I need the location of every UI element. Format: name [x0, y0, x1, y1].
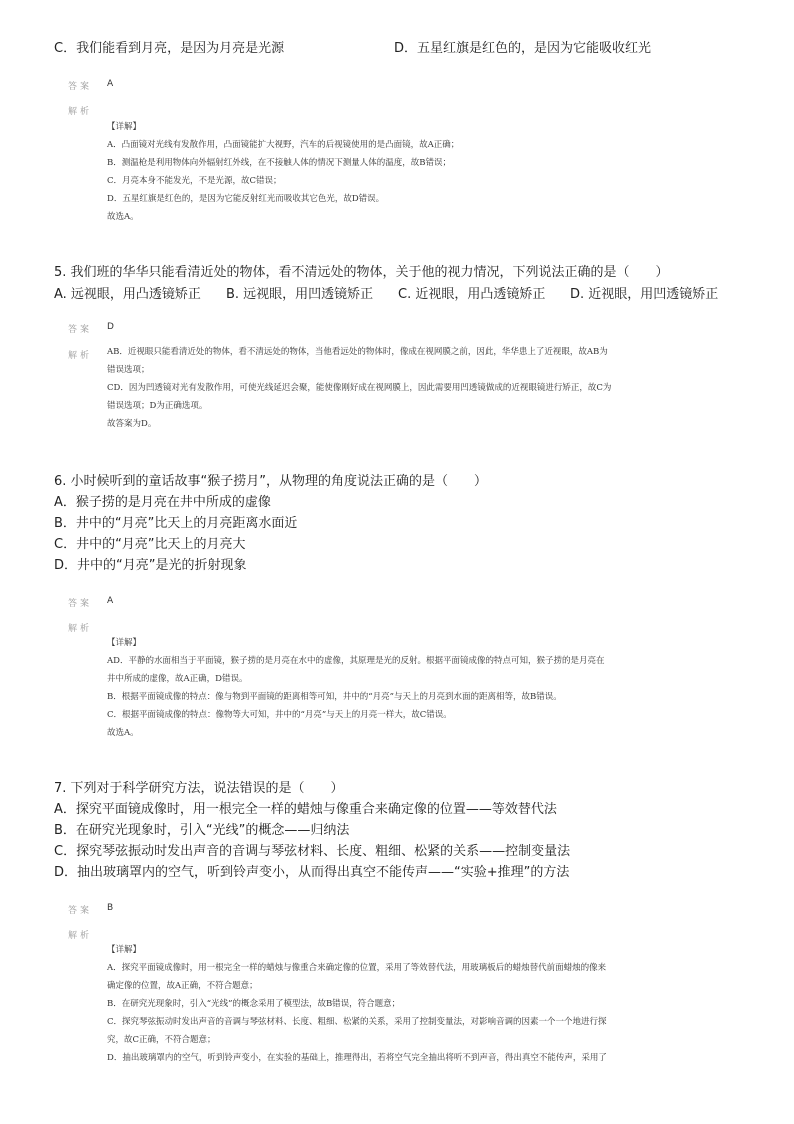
q5-answer: D [107, 322, 114, 332]
q7-answer-label: 答案 [68, 906, 93, 916]
q7-option-a: A．探究平面镜成像时，用一根完全一样的蜡烛与像重合来确定像的位置——等效替代法 [54, 802, 557, 817]
q6-option-b: B．井中的“月亮”比天上的月亮距离水面近 [54, 516, 298, 531]
q6-analysis-line: B．根据平面镜成像的特点：像与物到平面镜的距离相等可知，井中的“月亮”与天上的月亮到水面的距离相等，故B错误。 [107, 692, 562, 702]
q5-option-a: A. 远视眼，用凸透镜矫正 [54, 287, 201, 302]
q6-option-c: C．井中的“月亮”比天上的月亮大 [54, 537, 246, 552]
q7-option-c: C．探究琴弦振动时发出声音的音调与琴弦材料、长度、粗细、松紧的关系——控制变量法 [54, 844, 571, 859]
q5-option-d: D. 近视眼，用凹透镜矫正 [570, 287, 719, 302]
q6-analysis-line: 故选A。 [107, 728, 139, 738]
q7-analysis-line: 确定像的位置，故A正确，不符合题意； [107, 981, 258, 991]
q4-answer-label: 答案 [68, 82, 93, 92]
q5-stem: 5. 我们班的华华只能看清近处的物体，看不清远处的物体，关于他的视力情况，下列说法正确的是（ ） [54, 265, 669, 280]
q5-analysis-line: CD．因为凹透镜对光有发散作用，可使光线延迟会聚，能使像刚好成在视网膜上，因此需要用凹透镜做成的近视眼镜进行矫正，故C为 [107, 383, 612, 393]
q7-analysis-line: 【详解】 [107, 945, 142, 955]
q4-option-c: C．我们能看到月亮，是因为月亮是光源 [54, 41, 285, 56]
q6-analysis-line: 井中所成的虚像，故A正确，D错误。 [107, 674, 248, 684]
q6-option-a: A．猴子捞的是月亮在井中所成的虚像 [54, 495, 271, 510]
q7-analysis-line: B．在研究光现象时，引入“光线”的概念采用了模型法，故B错误，符合题意； [107, 999, 401, 1009]
q4-analysis-line: C．月亮本身不能发光，不是光源，故C错误； [107, 176, 282, 186]
q4-analysis-line: 【详解】 [107, 122, 142, 132]
q4-analysis-line: B．测温枪是利用物体向外辐射红外线，在不接触人体的情况下测量人体的温度，故B错误； [107, 158, 451, 168]
q7-analysis-label: 解析 [68, 931, 93, 941]
q5-analysis-line: 错误选项；D为正确选项。 [107, 401, 208, 411]
q7-analysis-line: 究，故C正确，不符合题意； [107, 1035, 216, 1045]
q4-option-d: D．五星红旗是红色的，是因为它能吸收红光 [394, 41, 652, 56]
q6-analysis [107, 634, 727, 742]
q7-option-d: D．抽出玻璃罩内的空气，听到铃声变小，从而得出真空不能传声——“实验+推理”的方法 [54, 865, 570, 880]
q5-analysis-line: 故答案为D。 [107, 419, 157, 429]
q6-analysis-line: C．根据平面镜成像的特点：像物等大可知，井中的“月亮”与天上的月亮一样大，故C错误。 [107, 710, 452, 720]
q4-analysis-line: D．五星红旗是红色的，是因为它能反射红光而吸收其它色光，故D错误。 [107, 194, 385, 204]
q7-option-b: B．在研究光现象时，引入“光线”的概念——归纳法 [54, 823, 350, 838]
q7-analysis-line: D．抽出玻璃罩内的空气，听到铃声变小，在实验的基础上，推理得出，若将空气完全抽出将听不到声音，得出真空不能传声，采用了 [107, 1053, 607, 1063]
q7-analysis-line: C．探究琴弦振动时发出声音的音调与琴弦材料、长度、粗细、松紧的关系，采用了控制变量法，对影响音调的因素一个一个地进行探 [107, 1017, 607, 1027]
q4-analysis [107, 118, 727, 226]
q6-analysis-line: AD．平静的水面相当于平面镜，猴子捞的是月亮在水中的虚像，其原理是光的反射。根据平面镜成像的特点可知，猴子捞的是月亮在 [107, 656, 605, 666]
q4-analysis-line: 故选A。 [107, 212, 139, 222]
q6-analysis-line: 【详解】 [107, 638, 142, 648]
q6-option-d: D．井中的“月亮”是光的折射现象 [54, 558, 247, 573]
q5-option-b: B. 远视眼，用凹透镜矫正 [226, 287, 374, 302]
q6-answer: A [107, 596, 114, 606]
q6-answer-label: 答案 [68, 599, 93, 609]
q6-analysis-label: 解析 [68, 624, 93, 634]
q7-answer: B [107, 903, 114, 913]
q5-analysis-label: 解析 [68, 351, 93, 361]
q6-stem: 6. 小时候听到的童话故事“猴子捞月”，从物理的角度说法正确的是（ ） [54, 474, 488, 489]
q5-analysis [107, 343, 727, 433]
q7-analysis-line: A．探究平面镜成像时，用一根完全一样的蜡烛与像重合来确定像的位置，采用了等效替代法，用玻璃板后的蜡烛替代前面蜡烛的像来 [107, 963, 607, 973]
q7-analysis [107, 941, 727, 1067]
q5-answer-label: 答案 [68, 325, 93, 335]
q4-analysis-line: A．凸面镜对光线有发散作用，凸面镜能扩大视野，汽车的后视镜使用的是凸面镜，故A正确； [107, 140, 460, 150]
q7-stem: 7. 下列对于科学研究方法，说法错误的是（ ） [54, 781, 344, 796]
q5-analysis-line: AB．近视眼只能看清近处的物体，看不清远处的物体，当他看远处的物体时，像成在视网膜之前，因此，华华患上了近视眼，故AB为 [107, 347, 608, 357]
q5-analysis-line: 错误选项； [107, 365, 150, 375]
q4-answer: A [107, 79, 114, 89]
q5-option-c: C. 近视眼，用凸透镜矫正 [398, 287, 546, 302]
q4-analysis-label: 解析 [68, 107, 93, 117]
